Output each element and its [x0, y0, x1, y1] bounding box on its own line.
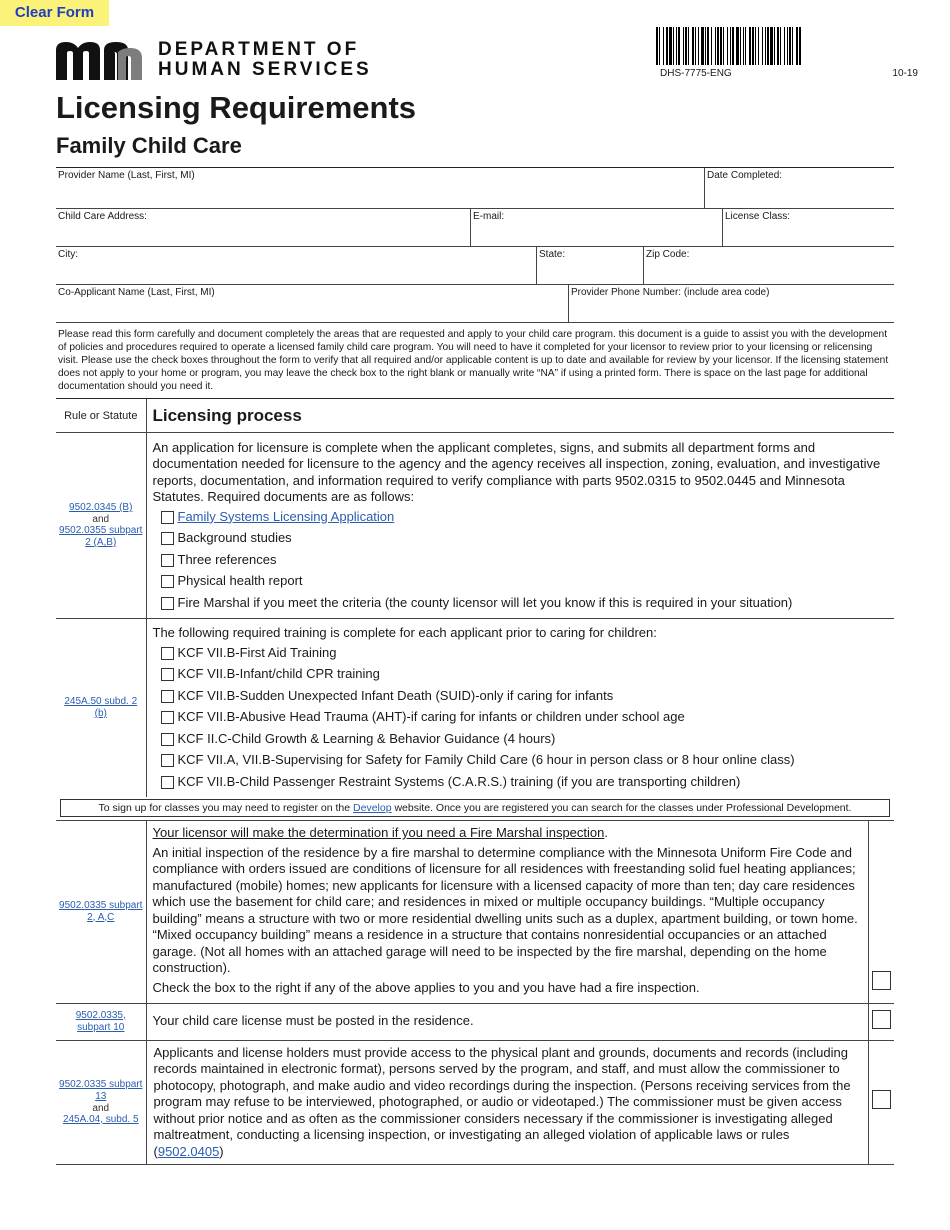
list-item: [161, 595, 889, 612]
checkbox[interactable]: [161, 575, 174, 588]
barcode-bar: [663, 27, 664, 65]
fire-heading: Your licensor will make the determination if you need a Fire Marshal inspection: [152, 825, 605, 840]
form-date: 10-19: [892, 68, 918, 79]
page-title: Licensing Requirements: [56, 90, 417, 125]
section-title: Licensing process: [146, 399, 894, 433]
city-field[interactable]: City:: [58, 249, 78, 260]
barcode-bar: [669, 27, 672, 65]
list-item: [161, 666, 889, 683]
provider-fields: [56, 167, 894, 323]
item-label: KCF II.C-Child Growth & Learning & Behavior Guidance (4 hours): [177, 730, 556, 746]
develop-notice: To sign up for classes you may need to register on the Develop website. Once you are registered you can search for the classes under Professional Development.: [60, 799, 890, 817]
barcode-bar: [676, 27, 677, 65]
checkbox[interactable]: [161, 532, 174, 545]
barcode-bar: [736, 27, 739, 65]
barcode-bar: [752, 27, 754, 65]
checkbox[interactable]: [161, 554, 174, 567]
zip-field[interactable]: Zip Code:: [643, 247, 894, 284]
rule-and: and: [92, 514, 110, 525]
barcode-bar: [659, 27, 660, 65]
barcode-bar: [787, 27, 788, 65]
family-systems-link[interactable]: Family Systems Licensing Application: [177, 508, 395, 524]
dhs-logo: [56, 40, 376, 80]
barcode-bar: [715, 27, 716, 65]
fire-check-text: Check the box to the right if any of the above applies to you and you have had a fire inspection.: [152, 979, 700, 995]
access-checkbox[interactable]: [872, 1090, 891, 1109]
clear-form-button[interactable]: Clear Form: [0, 0, 109, 26]
barcode-bar: [792, 27, 793, 65]
mn-logo-mark: [56, 40, 146, 80]
license-class-field[interactable]: License Class:: [722, 209, 894, 246]
list-item: [161, 709, 889, 726]
barcode-bar: [743, 27, 744, 65]
barcode-bar: [770, 27, 773, 65]
license-posted-checkbox[interactable]: [872, 1010, 891, 1029]
item-label: KCF VII.A, VII.B-Supervising for Safety for Family Child Care (6 hour in person class or 8 hour online class): [177, 752, 795, 768]
item-label: KCF VII.B-Abusive Head Trauma (AHT)-if caring for infants or children under school age: [177, 709, 685, 725]
list-item: [161, 645, 889, 662]
dept-line-2: HUMAN SERVICES: [158, 59, 372, 80]
barcode-bar: [707, 27, 709, 65]
barcode-bar: [656, 27, 658, 65]
item-label: Physical health report: [177, 573, 303, 589]
barcode-bar: [717, 27, 719, 65]
list-item: [161, 774, 889, 791]
develop-link[interactable]: Develop: [353, 801, 392, 814]
item-label: KCF VII.B-Sudden Unexpected Infant Death (SUID)-only if caring for infants: [177, 687, 614, 703]
item-label: KCF VII.B-Child Passenger Restraint Systems (C.A.R.S.) training (if you are transporting children): [177, 773, 741, 789]
fire-text: An initial inspection of the residence by a fire marshal to determine compliance with the Minnesota Uniform Fire Code and compliance with orders issued are conditions of licensure for all residences with freestanding solid fuel heating appliances; manufactured (mobile) homes; new applicants for licensure with a licensed capacity of more than ten; day care residences which use the basement for child care; and residences in mixed or multiple occupancy buildings. “Multiple occupancy building” means a structure with two or more residential dwelling units such as a duplex, apartment building, or town home. “Mixed occupancy building” means a residence in a structure that contains nonresidential occupancies or an attached garage. (Not all homes with an attached garage will need to be inspected by the fire marshal, depending on the home construction).: [152, 844, 858, 975]
checkbox[interactable]: [161, 597, 174, 610]
barcode-bar: [730, 27, 731, 65]
barcode-bar: [780, 27, 781, 65]
address-field[interactable]: Child Care Address:: [58, 211, 147, 222]
barcode: [656, 27, 922, 65]
checkbox[interactable]: [161, 690, 174, 703]
barcode-bar: [688, 27, 689, 65]
barcode-bar: [683, 27, 684, 65]
barcode-bar: [758, 27, 759, 65]
barcode-bar: [666, 27, 668, 65]
barcode-bar: [740, 27, 741, 65]
barcode-bar: [727, 27, 728, 65]
barcode-bar: [720, 27, 722, 65]
application-text: An application for licensure is complete when the applicant completes, signs, and submits all department forms and documentation needed for licensure to the agency and the agency receives all inspection, zoning, evaluation, and investigative reports, documentation, and information required to verify compliance with parts 9502.0315 to 9502.0445 and Minnesota Statutes. Required documents are as follows:: [152, 439, 881, 505]
checkbox[interactable]: [161, 711, 174, 724]
barcode-bar: [762, 27, 763, 65]
item-label: KCF VII.B-First Aid Training: [177, 644, 337, 660]
checkbox[interactable]: [161, 647, 174, 660]
barcode-bar: [698, 27, 699, 65]
barcode-bar: [673, 27, 674, 65]
barcode-bar: [705, 27, 706, 65]
barcode-bar: [711, 27, 712, 65]
barcode-bar: [678, 27, 680, 65]
barcode-bar: [701, 27, 704, 65]
list-item: [161, 731, 889, 748]
rule-link-9502-0345[interactable]: 9502.0345 (B): [69, 502, 133, 513]
rule-link-9502-0335-sub2[interactable]: 9502.0335 subpart 2, A,C: [59, 899, 143, 923]
list-item: [161, 752, 889, 769]
page-subtitle: Family Child Care: [56, 133, 242, 158]
barcode-bar: [749, 27, 751, 65]
checkbox[interactable]: [161, 511, 174, 524]
rule-link-9502-0335-sub13[interactable]: 9502.0335 subpart 13: [59, 1078, 143, 1102]
dept-line-1: DEPARTMENT OF: [158, 39, 360, 60]
barcode-bar: [695, 27, 696, 65]
date-completed-field[interactable]: Date Completed:: [704, 168, 894, 208]
rule-header: Rule or Statute: [56, 399, 146, 433]
form-id: DHS-7775-ENG: [660, 68, 732, 79]
checkbox[interactable]: [161, 776, 174, 789]
state-field[interactable]: State:: [536, 247, 643, 284]
rule-link-245a-04[interactable]: 245A.04, subd. 5: [62, 1113, 139, 1125]
list-item: [161, 688, 889, 705]
barcode-bar: [765, 27, 766, 65]
email-field[interactable]: E-mail:: [470, 209, 722, 246]
barcode-bar: [796, 27, 798, 65]
list-item: [161, 530, 889, 547]
access-text: Applicants and license holders must provide access to the physical plant and grounds, documents and records (including records maintained in electronic format), persons served by the program, and staff, and must allow the commissioner to photocopy, photograph, and make audio and video recordings during the inspection. (Persons receiving services from the program may refuse to be interviewed, photographed, or audio or videotaped.) The commissioner must be given access without prior notice and as often as the commissioner considers necessary if the commissioner is investigating alleged maltreatment, conducting a licensing inspection, or investigating an alleged violation of applicable laws or rules (: [153, 1044, 851, 1159]
barcode-bar: [732, 27, 734, 65]
posted-text: Your child care license must be posted in the residence.: [146, 1003, 868, 1040]
barcode-bar: [767, 27, 769, 65]
barcode-bar: [774, 27, 775, 65]
phone-field[interactable]: Provider Phone Number: (include area code): [568, 285, 894, 322]
co-applicant-field[interactable]: Co-Applicant Name (Last, First, MI): [58, 287, 215, 298]
item-label: Fire Marshal if you meet the criteria (the county licensor will let you know if this is required in your situation): [177, 594, 793, 610]
provider-name-field[interactable]: Provider Name (Last, First, MI): [58, 170, 195, 181]
item-label: Background studies: [177, 530, 292, 546]
checkbox[interactable]: [161, 668, 174, 681]
rule-link-9502-0335-sub10[interactable]: 9502.0335, subpart 10: [75, 1009, 126, 1033]
requirements-table: Rule or Statute Licensing process 9502.0345 (B) and 9502.0355 subpart 2 (A,B) An application for licensure is complete when the applicant completes, signs, and submits all department forms and documentation needed for licensure to the agency and the agency receives all inspection, zoning, evaluation, and investigative reports, documentation, and information required to verify compliance with parts 9502.0315 to 9502.0445 and Minnesota Statutes. Required documents are as follows: Family Systems Licensing Application Background studies Three references Physical health report Fire Marshal if you meet the criteria (the county licensor will let you know if this is required in your situation) 245A.50 subd. 2 (b) The following required training is complete for each applicant prior to caring for children: KCF VII.B-First Aid Training KCF VII.B-Infant/child CPR training KCF VII.B-Sudden Unexpected Infant Death (SUID)-only if caring for infants KCF VII.B-Abusive Head Trauma (AHT)-if caring for infants or children under school age KCF II.C-Child Growth & Learning & Behavior Guidance (4 hours) KCF VII.A, VII.B-Supervising for Safety for Family Child Care (6 hour in person class or 8 hour online class) KCF VII.B-Child Passenger Restraint Systems (C.A.R.S.) training (if you are transporting children) To sign up for classes you may need to register on the Develop website. Once you are registered you can search for the classes under Professional Development. 9502.0335 subpart 2, A,C Your licensor will make the determination if you need a Fire Marshal inspection. An initial inspection of the residence by a fire marshal to determine compliance with the Minnesota Uniform Fire Code and compliance with orders issued are conditions of licensure for all residences with freestanding solid fuel heating appliances; manufactured (mobile) homes; new applicants for licensure with a licensed capacity of more than ten; day care residences which use the basement for child care; and residences in mixed or multiple occupancy buildings. “Multiple occupancy building” means a structure with two or more residential dwelling units such as a duplex, apartment building, or town home. “Mixed occupancy building” means a residence in a structure that contains nonresidential occupancies or an attached garage. (Not all homes with an attached garage will need to be inspected by the fire marshal, depending on the home construction). Check the box to the right if any of the above applies to you and you have had a fire inspection. 9502.0335, subpart 10 Your child care license must be posted in the residence. 9502.0335 subpart 13 and 245A.04, subd. 5 Applicants and license holders must provide access to the physical plant and grounds, documents and records (including records maintained in electronic format), persons served by the program, and staff, and must allow the commissioner to photocopy, photograph, and make audio and video recordings during the inspection. (Persons receiving services from the program may refuse to be interviewed, photographed, or audio or videotaped.) The commissioner must be given access without prior notice and as often as the commissioner considers necessary if the commissioner is investigating alleged maltreatment, conducting a licensing inspection, or investigating an alleged violation of applicable laws or rules (9502.0405): [56, 398, 894, 1165]
barcode-bar: [685, 27, 687, 65]
barcode-bar: [745, 27, 746, 65]
barcode-bar: [784, 27, 785, 65]
list-item: [161, 573, 889, 590]
checkbox[interactable]: [161, 733, 174, 746]
checkbox[interactable]: [161, 754, 174, 767]
rule-link-9502-0355[interactable]: 9502.0355 subpart 2 (A,B): [59, 525, 143, 548]
list-item: [161, 552, 889, 569]
item-label: Three references: [177, 551, 277, 567]
rule-link-9502-0405[interactable]: 9502.0405: [157, 1143, 220, 1159]
barcode-bar: [723, 27, 724, 65]
training-text: The following required training is complete for each applicant prior to caring for children:: [152, 625, 657, 641]
fire-inspection-checkbox[interactable]: [872, 971, 891, 990]
barcode-bar: [777, 27, 779, 65]
barcode-bar: [755, 27, 756, 65]
barcode-bar: [799, 27, 801, 65]
item-label: KCF VII.B-Infant/child CPR training: [177, 666, 380, 682]
list-item: [161, 509, 889, 526]
barcode-bar: [789, 27, 791, 65]
barcode-bar: [692, 27, 694, 65]
intro-text: Please read this form carefully and document completely the areas that are requested and apply to your child care program. this document is a guide to assist you with the development of policies and procedures required to operate a licensed family child care program. You will need to have it completed for your licensor to review prior to your licensing or relicensing visit. Please use the check boxes throughout the form to verify that all required and/or applicable content is up to date and available for review by your licensor. If the licensing statement does not apply to your home or program, you may leave the check box to the right blank or manually write “NA” if using a printed form. There is space on the last page for additional documentation should you need it.: [58, 329, 889, 392]
rule-link-245a-50[interactable]: 245A.50 subd. 2 (b): [64, 695, 138, 719]
